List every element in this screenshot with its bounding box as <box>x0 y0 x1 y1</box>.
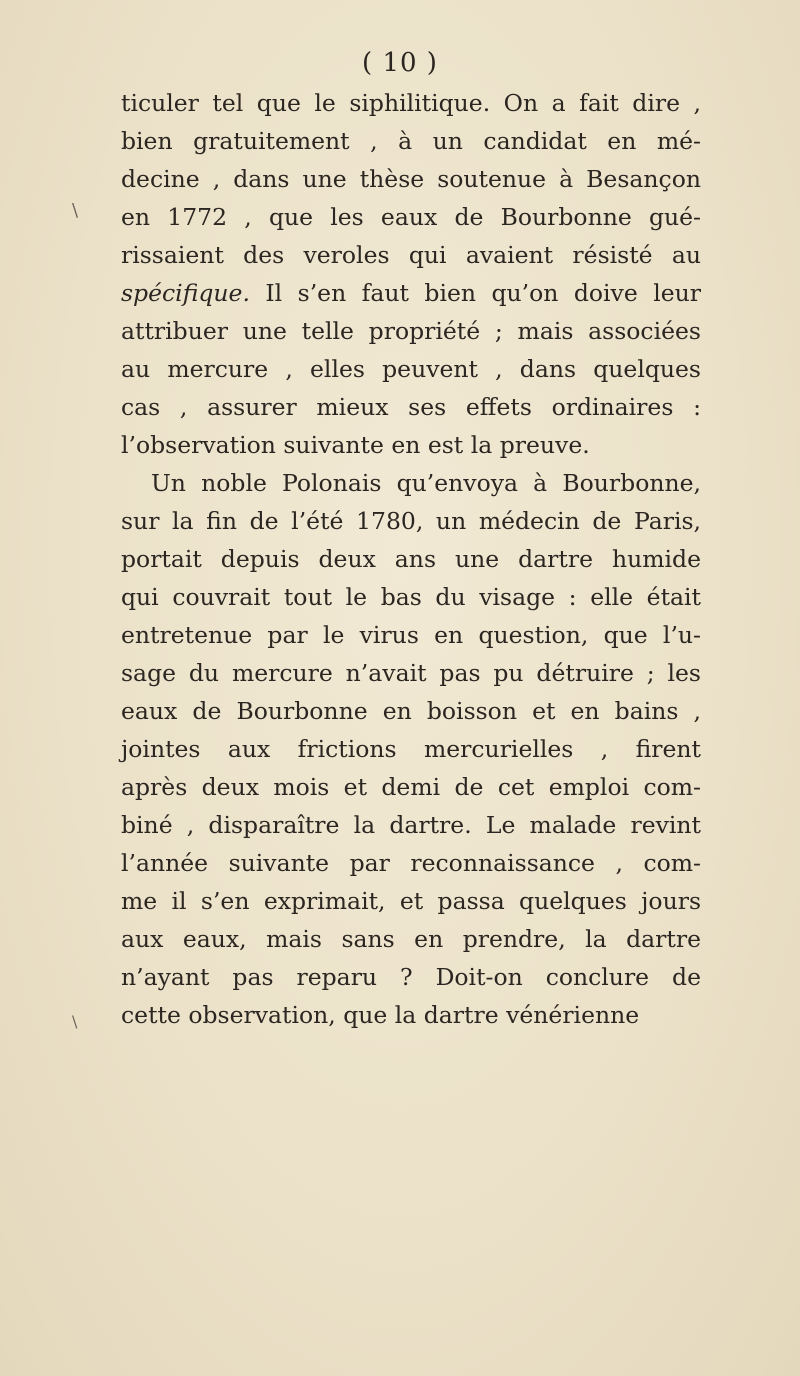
text-line-rest: Il s’en faut bien qu’on doive leur <box>265 279 701 307</box>
text-line: n’ayant pas reparu ? Doit-on conclure de <box>121 963 701 991</box>
text-line: l’observation suivante en est la preuve. <box>121 431 590 459</box>
text-line: entretenue par le virus en question, que l’u- <box>121 621 701 649</box>
text-line: cette observation, que la dartre vénérienne <box>121 1001 640 1029</box>
text-line: jointes aux frictions mercurielles , firent <box>121 735 701 763</box>
paragraph-2 <box>121 464 701 1034</box>
text-line: après deux mois et demi de cet emploi com- <box>121 773 701 801</box>
text-line: au mercure , elles peuvent , dans quelques <box>121 355 701 383</box>
text-line: en 1772 , que les eaux de Bourbonne gué- <box>121 203 701 231</box>
margin-mark-left-bottom: \ <box>72 1012 78 1031</box>
text-line: ticuler tel que le siphilitique. On a fait dire , <box>121 89 701 117</box>
text-line: decine , dans une thèse soutenue à Besançon <box>121 165 701 193</box>
text-line: eaux de Bourbonne en boisson et en bains , <box>121 697 701 725</box>
text-line-with-italic <box>121 274 701 312</box>
text-line: sur la fin de l’été 1780, un médecin de Paris, <box>121 507 701 535</box>
text-line: attribuer une telle propriété ; mais associées <box>121 317 701 345</box>
paragraph-1 <box>121 84 701 464</box>
text-line: rissaient des veroles qui avaient résisté au <box>121 241 701 269</box>
text-line: bien gratuitement , à un candidat en mé- <box>121 127 701 155</box>
italic-word: spécifique. <box>121 279 250 307</box>
text-line: portait depuis deux ans une dartre humide <box>121 545 701 573</box>
text-line: Un noble Polonais qu’envoya à Bourbonne, <box>151 469 701 497</box>
text-line: sage du mercure n’avait pas pu détruire ; les <box>121 659 701 687</box>
text-line: qui couvrait tout le bas du visage : elle était <box>121 583 701 611</box>
margin-mark-left-top: \ <box>72 200 79 221</box>
text-line: biné , disparaître la dartre. Le malade revint <box>121 811 701 839</box>
text-line: l’année suivante par reconnaissance , com- <box>121 849 701 877</box>
text-line: cas , assurer mieux ses effets ordinaires : <box>121 393 701 421</box>
text-line: me il s’en exprimait, et passa quelques jours <box>121 887 701 915</box>
text-line: aux eaux, mais sans en prendre, la dartre <box>121 925 701 953</box>
body-text <box>121 84 701 1034</box>
page-number: ( 10 ) <box>362 48 438 78</box>
